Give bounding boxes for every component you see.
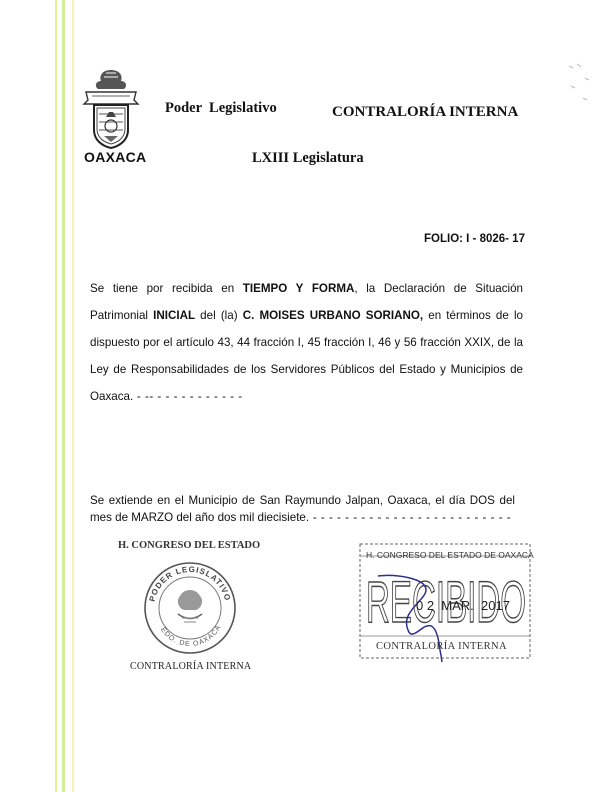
issuance-paragraph [90,492,515,526]
seal-circle-icon [142,560,238,656]
state-label: OAXACA [84,149,147,165]
margin-stripe [55,0,57,792]
stamp-big-word: RECIBIDO [366,570,526,635]
text-segment: en términos de lo dispuesto por el artículo 43, 44 fracción I, 45 fracción I, 46 y 56 fracción XXIX, de la Ley de Responsabilidades de los Servidores Públicos del Estado y Municipios de Oaxaca. [90,309,523,403]
svg-text:EDO. DE OAXACA [159,624,223,648]
congress-seal [118,540,278,680]
margin-stripe [72,0,74,792]
declaration-paragraph [90,275,523,410]
bold-segment: TIEMPO Y FORMA [242,282,355,295]
text-segment: , la Declaración de Situación Patrimonial [90,282,523,322]
text-segment: Se extiende en el Municipio de San Raymundo Jalpan, Oaxaca, el día DOS del mes de MARZO del año dos mil diecisiete. [90,494,515,524]
stamp-date: 0 2 MAR. 2017 [416,598,510,613]
seal-ring-bottom: EDO. DE OAXACA [158,623,223,649]
bold-segment: INICIAL [153,309,196,322]
seal-header-text: H. CONGRESO DEL ESTADO [118,540,261,551]
text-segment: del (la) [195,309,243,322]
branch-title: Poder Legislativo [165,100,277,116]
seal-ring-top: PODER LEGISLATIVO [147,564,233,603]
stamp-footer-text: CONTRALORÍA INTERNA [376,641,507,652]
bold-segment: C. MOISES URBANO SORIANO, [242,309,424,322]
received-stamp [356,538,534,662]
folio-number: FOLIO: I - 8026- 17 [424,233,525,245]
margin-stripe [62,0,65,792]
legislature-title: LXIII Legislatura [252,150,364,166]
state-crest-icon [82,68,140,152]
seal-footer-text: CONTRALORÍA INTERNA [130,661,252,672]
dash-filler: - -- - - - - - - - - - - - [133,390,243,403]
text-segment: Se tiene por recibida en [90,282,243,295]
department-title: CONTRALORÍA INTERNA [332,104,519,120]
scan-marks-icon [565,58,595,108]
dash-filler: - - - - - - - - - - - - - - - - - - - - - - - - - [309,511,512,524]
stamp-header-text: H. CONGRESO DEL ESTADO DE OAXACA [366,550,534,560]
